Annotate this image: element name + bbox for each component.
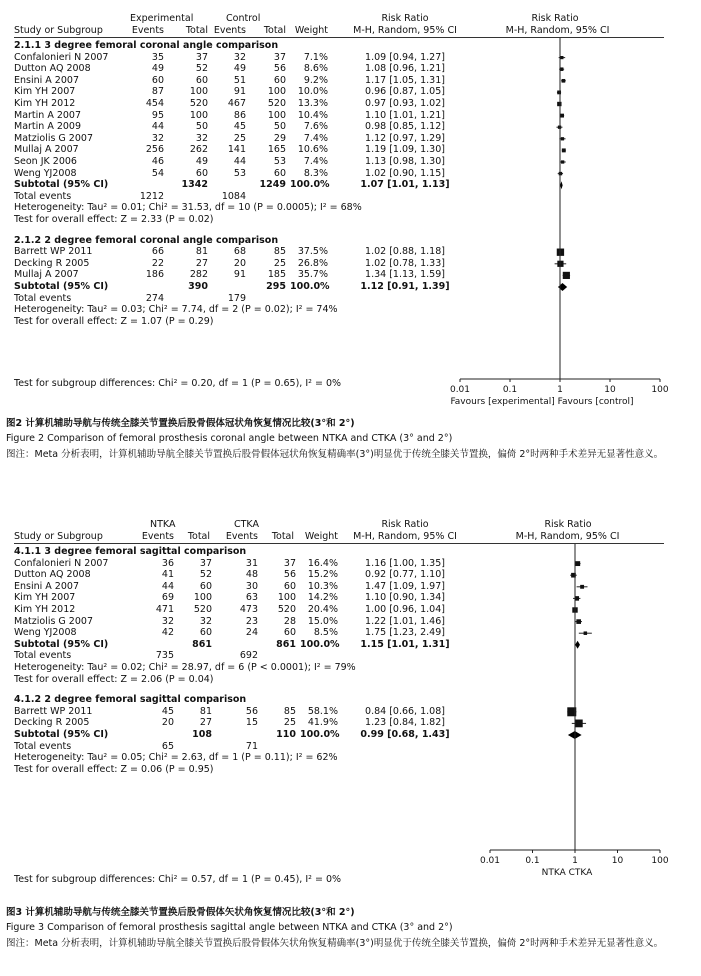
fig2-total-1: 60 — [195, 74, 208, 86]
fig3-weight-header: Weight — [304, 531, 338, 542]
fig2-subtotal-weight: 100.0% — [290, 281, 330, 292]
fig3-events-1: 471 — [155, 604, 174, 615]
fig3-x-tick-label: 0.01 — [479, 856, 501, 866]
fig2-total-1: 49 — [195, 156, 208, 167]
fig3-events-1: 45 — [161, 705, 174, 717]
fig3-total-2: 56 — [283, 569, 296, 581]
fig3-favours-label: NTKA CTKA — [541, 868, 593, 878]
fig2-x-tick-label: 0.1 — [502, 385, 518, 395]
fig2-subtotal-ci: 1.07 [1.01, 1.13] — [360, 179, 450, 191]
fig3-ci: 0.92 [0.77, 1.10] — [365, 569, 445, 581]
fig2-overall-effect: Test for overall effect: Z = 2.33 (P = 0.02) — [14, 214, 214, 225]
fig2-favours-label: Favours [experimental] Favours [control] — [450, 397, 634, 407]
fig2-events-2: 49 — [233, 63, 246, 75]
fig2-ci: 1.34 [1.13, 1.59] — [365, 269, 445, 281]
fig3-ci: 1.10 [0.90, 1.34] — [365, 592, 445, 604]
fig3-total-events-2: 692 — [239, 650, 258, 662]
fig2-x-tick-label: 0.01 — [449, 385, 471, 395]
fig2-events-1: 49 — [151, 63, 164, 75]
fig2-events-1: 454 — [145, 98, 164, 109]
fig3-subgroup-title: 4.1.1 3 degree femoral sagittal comparison — [14, 546, 247, 557]
fig3-point-estimate — [575, 720, 583, 728]
fig2-weight: 37.5% — [297, 246, 328, 258]
fig2-caption-cn: 图2 计算机辅助导航与传统全膝关节置换后股骨假体冠状角恢复情况比较(3°和 2°) — [6, 418, 355, 429]
fig3-events-2: 473 — [239, 604, 258, 615]
fig2-events-2: 53 — [233, 167, 246, 179]
fig3-ci: 1.00 [0.96, 1.04] — [365, 604, 445, 615]
fig2-events-2: 20 — [233, 257, 246, 269]
fig2-total-events-2: 179 — [227, 292, 246, 304]
fig3-subtotal-ci: 0.99 [0.68, 1.43] — [360, 729, 450, 740]
fig2-weight: 10.0% — [297, 86, 328, 98]
fig3-heterogeneity: Heterogeneity: Tau² = 0.02; Chi² = 28.97, df = 6 (P < 0.0001); I² = 79% — [14, 662, 356, 673]
fig3-subtotal-total-1: 861 — [192, 638, 212, 650]
fig3-total-2: 100 — [277, 592, 296, 604]
fig3-total-1: 27 — [199, 717, 212, 729]
fig3-events2-header: Events — [225, 531, 258, 542]
fig2-events-2: 91 — [233, 269, 246, 281]
fig2-weight: 10.4% — [297, 109, 328, 121]
fig2-total-1: 262 — [189, 144, 208, 156]
fig2-subgroup-title: 2.1.1 3 degree femoral coronal angle comparison — [14, 40, 279, 51]
fig2-rr-sub-header: M-H, Random, 95% CI — [353, 25, 457, 36]
fig2-ci: 1.02 [0.78, 1.33] — [365, 257, 445, 269]
fig3-total2-header: Total — [271, 531, 294, 542]
fig3-subtotal-weight: 100.0% — [300, 638, 340, 650]
fig3-total-1: 60 — [199, 580, 212, 592]
fig3-total-2: 60 — [283, 627, 296, 639]
fig3-events-1: 44 — [161, 580, 174, 592]
fig2-study-name: Barrett WP 2011 — [14, 246, 93, 258]
fig2-study-name: Ensini A 2007 — [14, 74, 79, 86]
fig2-total-2: 53 — [273, 156, 286, 167]
fig3-rr-plot-sub-header: M-H, Random, 95% CI — [515, 531, 620, 542]
fig2-events-1: 22 — [151, 257, 164, 269]
fig3-subgroup-differences: Test for subgroup differences: Chi² = 0.57, df = 1 (P = 0.45), I² = 0% — [14, 874, 342, 885]
fig3-overall-effect: Test for overall effect: Z = 0.06 (P = 0.95) — [14, 763, 214, 775]
fig2-events-2: 68 — [233, 246, 246, 258]
fig2-events-2: 25 — [233, 132, 246, 144]
fig3-ci: 1.75 [1.23, 2.49] — [365, 627, 445, 639]
fig3-total1-header: Total — [187, 531, 210, 542]
fig2-ci: 0.97 [0.93, 1.02] — [365, 98, 445, 109]
fig2-subtotal-ci: 1.12 [0.91, 1.39] — [360, 281, 450, 292]
fig2-events-1: 95 — [151, 109, 164, 121]
fig2-weight: 10.6% — [297, 144, 328, 156]
fig3-events-1: 20 — [161, 717, 174, 729]
fig2-rr-plot-header: Risk Ratio — [531, 13, 579, 24]
fig3-total-1: 60 — [199, 627, 212, 639]
fig3-total-1: 32 — [199, 615, 212, 627]
fig2-ci: 1.12 [0.97, 1.29] — [365, 132, 445, 144]
fig3-events-2: 31 — [245, 557, 258, 569]
fig2-events-1: 256 — [145, 144, 164, 156]
fig3-study-name: Barrett WP 2011 — [14, 705, 93, 717]
fig2-events-2: 86 — [233, 109, 246, 121]
fig2-study-name: Martin A 2009 — [14, 121, 82, 133]
fig2-weight: 9.2% — [303, 74, 328, 86]
fig2-study-name: Dutton AQ 2008 — [14, 63, 91, 75]
fig3-group1-header: NTKA — [150, 519, 176, 530]
fig2-total-events-1: 1212 — [139, 190, 164, 202]
fig2-study-name: Seon JK 2006 — [14, 156, 77, 167]
fig2-subtotal-total-2: 1249 — [259, 179, 286, 191]
fig2-weight: 13.3% — [297, 98, 328, 109]
fig2-weight: 8.3% — [303, 167, 328, 179]
fig2-total-1: 32 — [195, 132, 208, 144]
fig2-ci: 1.13 [0.98, 1.30] — [365, 156, 445, 167]
fig3-ci: 0.84 [0.66, 1.08] — [365, 705, 445, 717]
fig3-subgroup-title: 4.1.2 2 degree femoral sagittal comparison — [14, 694, 247, 706]
fig2-total-1: 100 — [189, 109, 208, 121]
fig2-total-1: 520 — [189, 98, 208, 109]
fig3-weight: 16.4% — [307, 557, 338, 569]
fig3-total-events-label: Total events — [14, 650, 72, 662]
fig3-study-name: Kim YH 2007 — [14, 592, 76, 604]
fig2-ci: 1.02 [0.88, 1.18] — [365, 246, 445, 258]
fig3-rr-plot-header: Risk Ratio — [544, 519, 592, 530]
fig3-total-events-1: 735 — [155, 650, 174, 662]
fig2-rr-plot-sub-header: M-H, Random, 95% CI — [505, 25, 610, 36]
fig2-study-name: Weng YJ2008 — [14, 167, 77, 179]
fig3-point-estimate — [575, 561, 580, 566]
fig3-x-tick-label: 100 — [651, 856, 669, 866]
fig2-events1-header: Events — [131, 25, 164, 36]
fig3-events-1: 42 — [161, 627, 174, 639]
fig2-study-name: Confalonieri N 2007 — [14, 51, 109, 63]
fig2-total1-header: Total — [185, 25, 208, 36]
fig2-events-1: 35 — [151, 51, 164, 63]
fig2-ci: 1.19 [1.09, 1.30] — [365, 144, 445, 156]
fig2-events-1: 54 — [151, 167, 164, 179]
fig2-events2-header: Events — [213, 25, 246, 36]
fig3-total-events-label: Total events — [14, 740, 72, 752]
fig2-weight: 7.4% — [303, 132, 328, 144]
fig2-total-1: 100 — [189, 86, 208, 98]
fig3-study-name: Kim YH 2012 — [14, 604, 76, 615]
fig2-total-2: 29 — [273, 132, 286, 144]
fig2-weight: 7.6% — [303, 121, 328, 133]
fig2-total-1: 81 — [195, 246, 208, 258]
fig2-subtotal-label: Subtotal (95% CI) — [14, 281, 109, 292]
fig2-ci: 1.02 [0.90, 1.15] — [365, 167, 445, 179]
fig3-heterogeneity: Heterogeneity: Tau² = 0.05; Chi² = 2.63, df = 1 (P = 0.11); I² = 62% — [14, 752, 338, 764]
fig2-rr-header: Risk Ratio — [381, 13, 429, 24]
fig2-group1-header: Experimental — [130, 13, 194, 24]
fig3-events1-header: Events — [141, 531, 174, 542]
fig2-weight: 8.6% — [303, 63, 328, 75]
fig2-total-2: 85 — [273, 246, 286, 258]
fig2-total-2: 165 — [267, 144, 286, 156]
fig2-ci: 0.96 [0.87, 1.05] — [365, 86, 445, 98]
fig2-events-2: 32 — [233, 51, 246, 63]
fig2-events-1: 87 — [151, 86, 164, 98]
fig3-events-2: 48 — [245, 569, 258, 581]
fig2-events-2: 91 — [233, 86, 246, 98]
fig3-rr-header: Risk Ratio — [381, 519, 429, 530]
fig2-x-tick-label: 10 — [604, 385, 616, 395]
fig2-caption-en: Figure 2 Comparison of femoral prosthesis coronal angle between NTKA and CTKA (3° and 2°) — [6, 433, 453, 444]
fig3-events-1: 36 — [161, 557, 174, 569]
fig3-weight: 58.1% — [307, 705, 338, 717]
fig2-subgroup-title: 2.1.2 2 degree femoral coronal angle comparison — [14, 234, 279, 246]
fig2-weight: 7.4% — [303, 156, 328, 167]
fig3-subtotal-total-2: 110 — [276, 729, 296, 740]
fig3-note: 图注：Meta 分析表明，计算机辅助导航全膝关节置换后股骨假体矢状角恢复精确率(3°)明显优于传统全膝关节置换，偏倚 2°时两种手术差异无显著性意义。 — [6, 938, 664, 949]
fig2-ci: 1.09 [0.94, 1.27] — [365, 51, 445, 63]
fig3-overall-effect: Test for overall effect: Z = 2.06 (P = 0.04) — [14, 673, 214, 685]
fig3-total-2: 85 — [283, 705, 296, 717]
fig3-weight: 10.3% — [307, 580, 338, 592]
fig3-subtotal-ci: 1.15 [1.01, 1.31] — [360, 638, 450, 650]
fig2-events-2: 51 — [233, 74, 246, 86]
fig2-total-events-1: 274 — [145, 292, 164, 304]
fig3-pooled-diamond — [575, 641, 580, 649]
fig2-weight: 7.1% — [303, 51, 328, 63]
fig3-events-1: 41 — [161, 569, 174, 581]
fig3-total-1: 37 — [199, 557, 212, 569]
fig2-total-2: 56 — [273, 63, 286, 75]
fig2-heterogeneity: Heterogeneity: Tau² = 0.01; Chi² = 31.53, df = 10 (P = 0.0005); I² = 68% — [14, 202, 362, 214]
fig2-subtotal-total-2: 295 — [266, 281, 286, 292]
fig3-point-estimate — [584, 631, 587, 634]
fig2-total-1: 27 — [195, 257, 208, 269]
fig3-weight: 14.2% — [307, 592, 338, 604]
fig2-weight: 26.8% — [297, 257, 328, 269]
fig3-subtotal-total-2: 861 — [276, 638, 296, 650]
fig3-total-1: 81 — [199, 705, 212, 717]
fig2-total-2: 100 — [267, 86, 286, 98]
fig3-subtotal-total-1: 108 — [192, 729, 212, 740]
fig2-events-2: 44 — [233, 156, 246, 167]
fig2-total-1: 60 — [195, 167, 208, 179]
fig2-total-1: 37 — [195, 51, 208, 63]
fig3-study-name: Confalonieri N 2007 — [14, 557, 109, 569]
fig2-study-name: Decking R 2005 — [14, 257, 90, 269]
fig2-events-1: 44 — [151, 121, 164, 133]
fig3-study-name: Matziolis G 2007 — [14, 615, 93, 627]
fig3-weight: 15.0% — [307, 615, 338, 627]
fig3-weight: 15.2% — [307, 569, 338, 581]
fig2-study-name: Kim YH 2012 — [14, 98, 76, 109]
fig2-total-2: 60 — [273, 167, 286, 179]
fig3-events-2: 63 — [245, 592, 258, 604]
fig3-total-2: 28 — [283, 615, 296, 627]
fig2-study-name: Mullaj A 2007 — [14, 269, 79, 281]
fig3-point-estimate — [576, 619, 581, 624]
fig3-total-2: 25 — [283, 717, 296, 729]
fig3-point-estimate — [580, 585, 584, 589]
fig3-total-2: 37 — [283, 557, 296, 569]
fig2-total-1: 50 — [195, 121, 208, 133]
fig2-subtotal-total-1: 1342 — [181, 179, 208, 191]
fig3-study-name: Dutton AQ 2008 — [14, 569, 91, 581]
fig3-total-events-1: 65 — [161, 740, 174, 752]
fig2-group2-header: Control — [226, 13, 261, 24]
fig3-group2-header: CTKA — [234, 519, 259, 530]
fig3-events-2: 30 — [245, 580, 258, 592]
fig2-total-2: 520 — [267, 98, 286, 109]
fig3-ci: 1.47 [1.09, 1.97] — [365, 580, 445, 592]
fig3-events-2: 15 — [245, 717, 258, 729]
fig2-x-tick-label: 100 — [651, 385, 669, 395]
fig2-ci: 1.10 [1.01, 1.21] — [365, 109, 445, 121]
fig2-total2-header: Total — [263, 25, 286, 36]
fig2-subgroup-differences: Test for subgroup differences: Chi² = 0.20, df = 1 (P = 0.65), I² = 0% — [14, 378, 342, 389]
fig3-total-1: 520 — [193, 604, 212, 615]
fig3-x-tick-label: 10 — [611, 856, 624, 866]
fig3-study-header: Study or Subgroup — [14, 531, 103, 542]
fig2-weight: 35.7% — [297, 269, 328, 281]
fig2-weight-header: Weight — [294, 25, 328, 36]
fig3-weight: 8.5% — [313, 627, 338, 639]
fig3-ci: 1.16 [1.00, 1.35] — [365, 557, 445, 569]
fig2-study-name: Mullaj A 2007 — [14, 144, 79, 156]
fig3-total-2: 520 — [277, 604, 296, 615]
fig3-study-name: Decking R 2005 — [14, 717, 90, 729]
fig2-total-2: 37 — [273, 51, 286, 63]
fig2-note: 图注：Meta 分析表明，计算机辅助导航全膝关节置换后股骨假体冠状角恢复精确率(3°)明显优于传统全膝关节置换，偏倚 2°时两种手术差异无显著性意义。 — [6, 449, 664, 460]
fig2-subtotal-weight: 100.0% — [290, 179, 330, 191]
fig2-heterogeneity: Heterogeneity: Tau² = 0.03; Chi² = 7.74, df = 2 (P = 0.02); I² = 74% — [14, 304, 338, 316]
fig3-x-tick-label: 0.1 — [525, 856, 540, 866]
fig3-total-2: 60 — [283, 580, 296, 592]
fig3-study-name: Weng YJ2008 — [14, 627, 77, 639]
fig2-total-2: 185 — [267, 269, 286, 281]
fig2-subtotal-label: Subtotal (95% CI) — [14, 179, 109, 191]
fig3-events-1: 69 — [161, 592, 174, 604]
fig2-events-1: 46 — [151, 156, 164, 167]
fig2-ci: 1.08 [0.96, 1.21] — [365, 63, 445, 75]
fig3-events-1: 32 — [161, 615, 174, 627]
fig3-study-name: Ensini A 2007 — [14, 580, 79, 592]
fig3-x-tick-label: 1 — [572, 856, 578, 866]
fig2-study-name: Martin A 2007 — [14, 109, 82, 121]
fig3-rr-sub-header: M-H, Random, 95% CI — [353, 531, 457, 542]
fig2-total-2: 25 — [273, 257, 286, 269]
fig3-events-2: 56 — [245, 705, 258, 717]
fig3-caption-cn: 图3 计算机辅助导航与传统全膝关节置换后股骨假体矢状角恢复情况比较(3°和 2°) — [6, 907, 355, 918]
fig2-events-1: 186 — [145, 269, 164, 281]
fig3-weight: 20.4% — [307, 604, 338, 615]
fig2-events-2: 141 — [227, 144, 246, 156]
fig2-total-events-label: Total events — [14, 190, 72, 202]
fig2-total-2: 50 — [273, 121, 286, 133]
fig3-subtotal-label: Subtotal (95% CI) — [14, 729, 109, 740]
fig3-caption-en: Figure 3 Comparison of femoral prosthesis sagittal angle between NTKA and CTKA (3° and 2°) — [6, 922, 453, 933]
fig2-study-name: Matziolis G 2007 — [14, 132, 93, 144]
fig2-events-2: 45 — [233, 121, 246, 133]
fig3-total-events-2: 71 — [245, 740, 258, 752]
fig2-overall-effect: Test for overall effect: Z = 1.07 (P = 0.29) — [14, 315, 214, 327]
fig2-events-2: 467 — [227, 98, 246, 109]
fig2-study-header: Study or Subgroup — [14, 25, 103, 36]
fig2-total-1: 52 — [195, 63, 208, 75]
fig3-subtotal-label: Subtotal (95% CI) — [14, 638, 109, 650]
fig2-total-2: 60 — [273, 74, 286, 86]
fig2-total-1: 282 — [189, 269, 208, 281]
fig3-events-2: 24 — [245, 627, 258, 639]
fig3-weight: 41.9% — [307, 717, 338, 729]
fig2-total-events-2: 1084 — [221, 190, 246, 202]
fig2-x-tick-label: 1 — [557, 385, 563, 395]
fig2-subtotal-total-1: 390 — [188, 281, 208, 292]
fig2-ci: 0.98 [0.85, 1.12] — [365, 121, 445, 133]
fig2-study-name: Kim YH 2007 — [14, 86, 76, 98]
fig2-ci: 1.17 [1.05, 1.31] — [365, 74, 445, 86]
fig3-subtotal-weight: 100.0% — [300, 729, 340, 740]
fig2-total-events-label: Total events — [14, 292, 72, 304]
fig2-events-1: 32 — [151, 132, 164, 144]
fig2-events-1: 60 — [151, 74, 164, 86]
fig3-ci: 1.22 [1.01, 1.46] — [365, 615, 445, 627]
fig3-events-2: 23 — [245, 615, 258, 627]
fig2-events-1: 66 — [151, 246, 164, 258]
fig3-ci: 1.23 [0.84, 1.82] — [365, 717, 445, 729]
fig3-total-1: 100 — [193, 592, 212, 604]
fig2-total-2: 100 — [267, 109, 286, 121]
fig3-total-1: 52 — [199, 569, 212, 581]
